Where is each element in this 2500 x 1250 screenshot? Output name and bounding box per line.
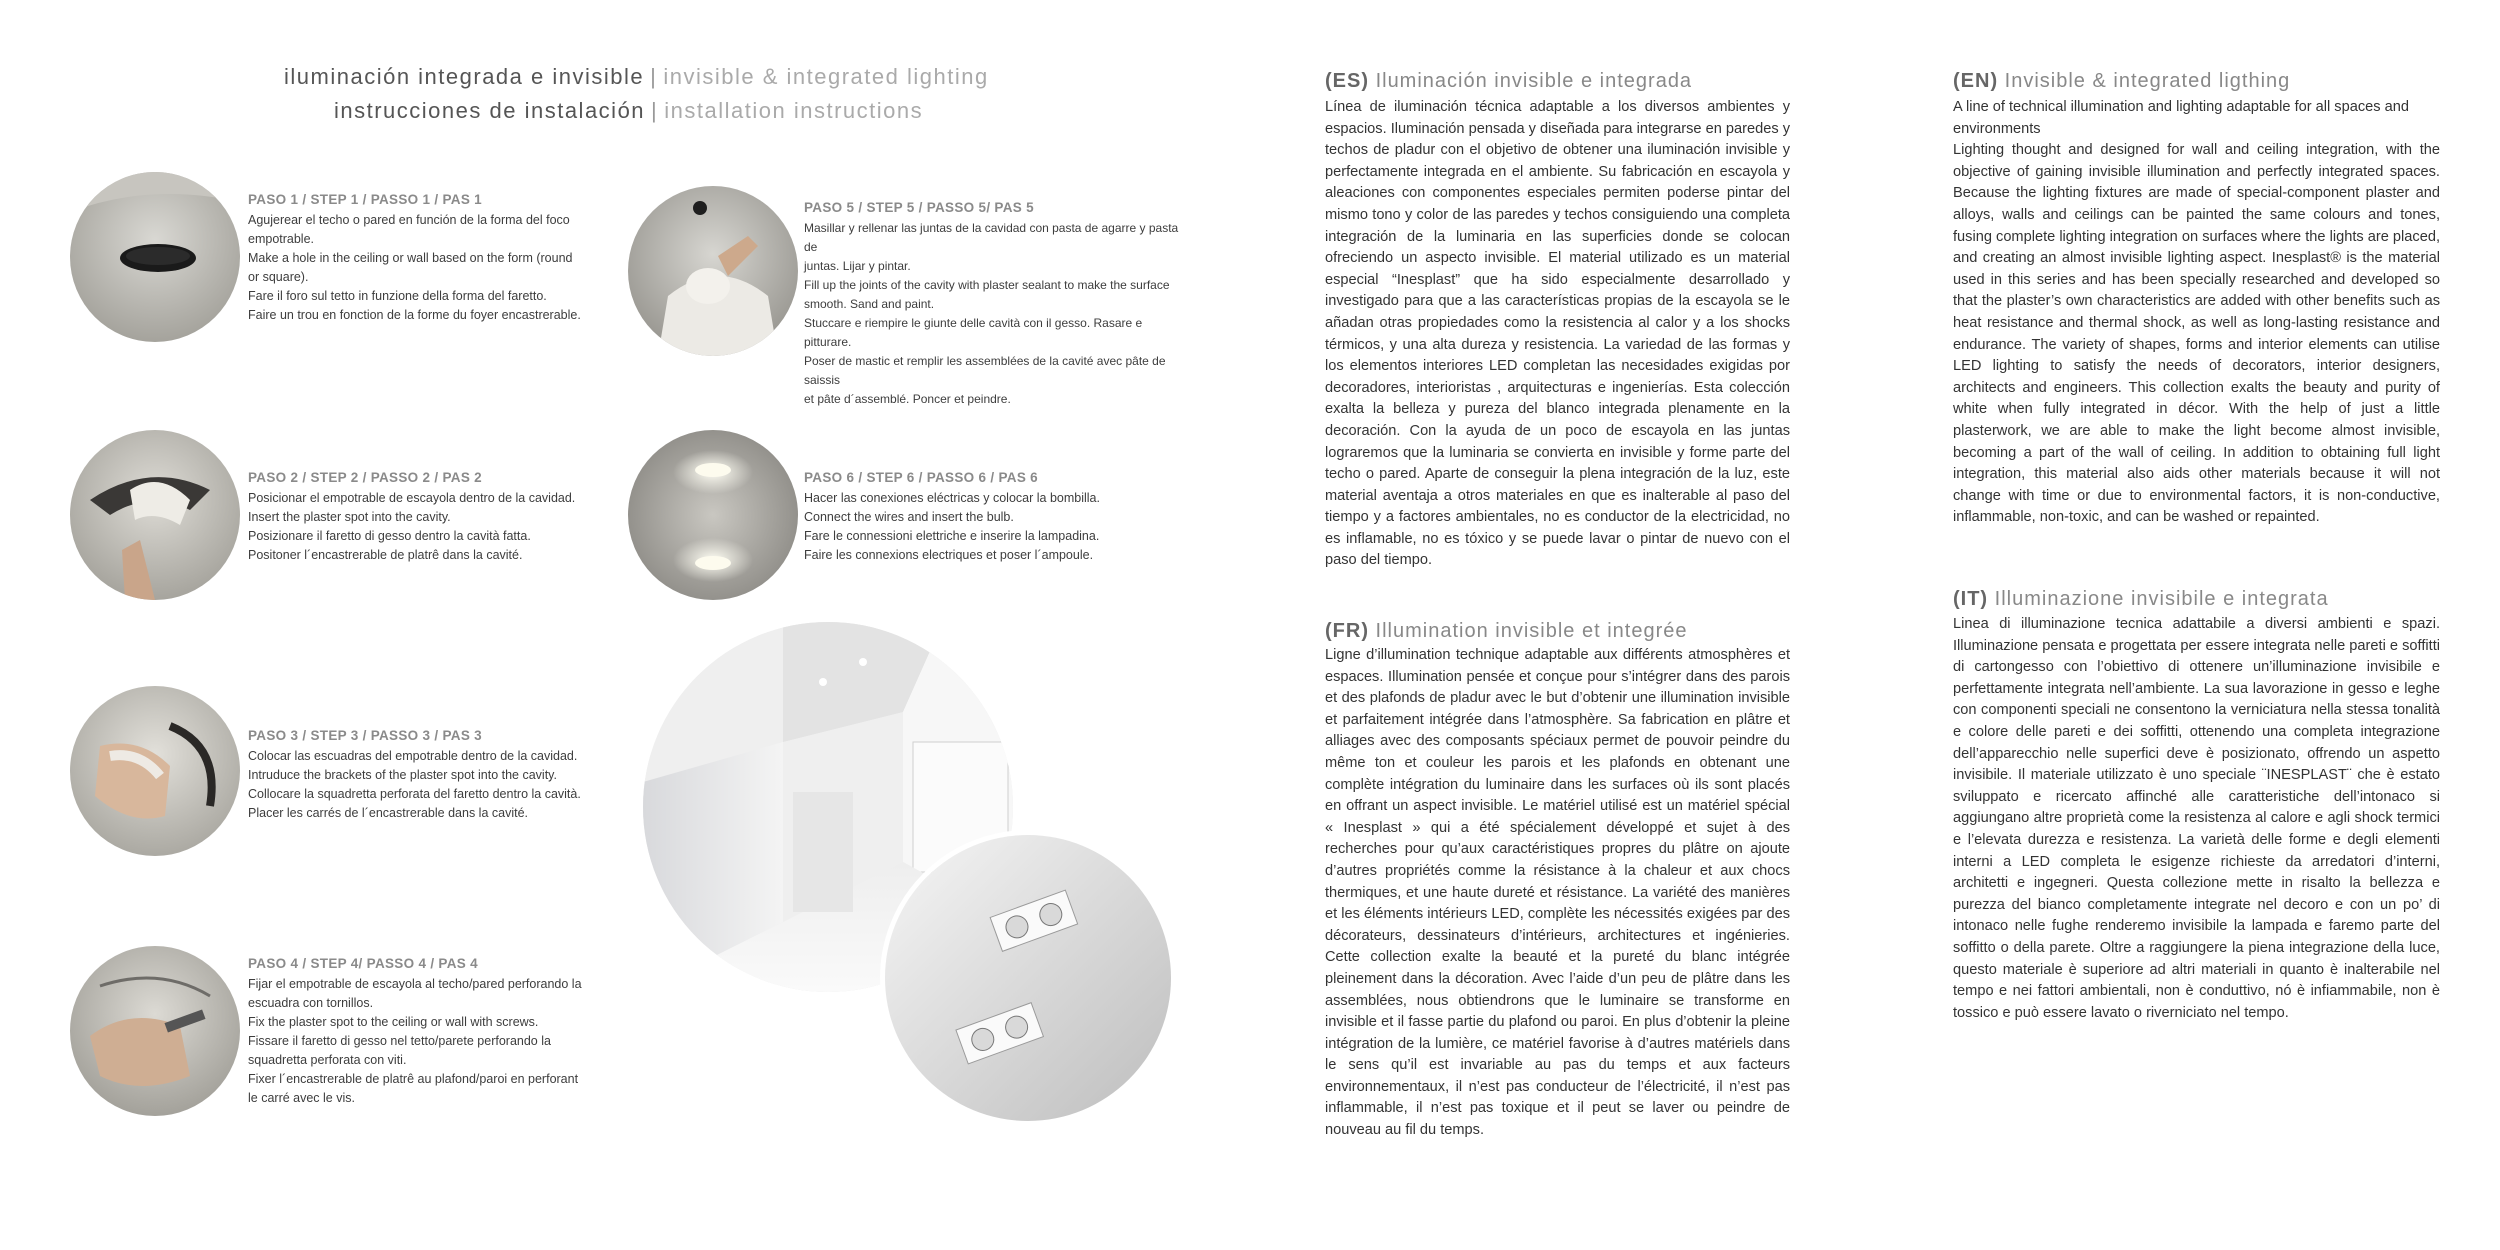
step-line: Connect the wires and insert the bulb. [804,510,1014,524]
step-line: Agujerear el techo o pared en función de la forma del foco [248,213,570,227]
section-en-code: (EN) [1953,70,1999,92]
section-en-heading [1953,70,2290,93]
step-6-title: PASO 6 / STEP 6 / PASSO 6 / PAS 6 [804,470,1038,485]
step-1-text [248,190,608,325]
section-it-text: Linea di illuminazione tecnica adattabile a diversi ambienti e spazi. Illuminazione pensata e progettata per essere integrata nelle pareti e soffitti di cartongesso con l’obiettivo di ottenere un’illuminazione invisibile e perfettamente integrata nell’ambiente. La sua lavorazione in gesso e leghe con componenti speciali ne consentono la verniciatura nella stessa tonalità e colore delle pareti e dei soffitti, ottenendo una completa integrazione dell’apparecchio nelle superfici deve è posizionato, offrendo un aspetto invisibile. Il materiale utilizzato è uno speciale ¨INESPLAST¨ che è estato sviluppato e ricercato affinché alle caratteristiche dell’intonaco si aggiungano altre proprietà come la resistenza al calore e agli shock termici e l’elevata durezza e resistenza. La varietà delle forme e degli elementi interni a LED completa le esigenze richieste da arredatori d’interni, architetti e ingegneri. Questa collezione mette in risalto la bellezza e purezza del bianco completamente integrate nel decoro e con un po’ di intonaco nelle fughe renderemo invisibile la lampada e faremo parte del soffitto o della parete. Oltre a raggiungere la piena integrazione della luce, questo materiale è superiore ad altri materiali in quanto è inalterabile nel tempo e nei fattori ambientali, non è conduttivo, nó è infiammabile, non è tossico e può essere lavato o riverniciato nel tempo. [1953,616,2440,1021]
step-line: Fare il foro sul tetto in funzione della forma del faretto. [248,289,547,303]
step-line: Fix the plaster spot to the ceiling or wall with screws. [248,1015,539,1029]
section-fr-body [1325,645,1790,1142]
step-line: Faire un trou en fonction de la forme du foyer encastrerable. [248,308,581,322]
header-subtitle-es: instrucciones de instalación [334,98,646,123]
step-line: et pâte d´assemblé. Poncer et peindre. [804,392,1011,406]
step-line: Faire les connexions electriques et poser l´ampoule. [804,548,1094,562]
step-line: Placer les carrés de l´encastrerable dans la cavité. [248,806,528,820]
section-es-body [1325,97,1790,572]
step-line: Intruduce the brackets of the plaster spot into the cavity. [248,768,557,782]
step-line: escuadra con tornillos. [248,996,374,1010]
step-line: or square). [248,270,309,284]
section-en-intro: A line of technical illumination and lighting adaptable for all spaces and environments [1953,99,2409,137]
spotlight-photo [880,830,1176,1126]
step-4-text [248,954,618,1108]
step-line: Fissare il faretto di gesso nel tetto/parete perforando la [248,1034,551,1048]
step-line: Posizionare il faretto di gesso dentro la cavità fatta. [248,529,531,543]
step-line: Masillar y rellenar las juntas de la cavidad con pasta de agarre y pasta de [804,221,1179,254]
step-4-photo [70,946,240,1116]
step-line: Positoner l´encastrerable de platrê dans la cavité. [248,548,523,562]
step-line: squadretta perforata con viti. [248,1053,407,1067]
step-5-title: PASO 5 / STEP 5 / PASSO 5/ PAS 5 [804,200,1034,215]
section-fr-title: Illumination invisible et integrée [1375,620,1688,642]
section-en-body [1953,97,2440,529]
section-it-body [1953,614,2440,1024]
step-line: Insert the plaster spot into the cavity. [248,510,451,524]
section-en-title: Invisible & integrated ligthing [2004,70,2291,92]
header-line-2 [334,98,923,124]
header-subtitle-en: installation instructions [664,98,924,123]
step-3-photo [70,686,240,856]
step-3-title: PASO 3 / STEP 3 / PASSO 3 / PAS 3 [248,728,482,743]
section-es-code: (ES) [1325,70,1369,92]
section-en-text: Lighting thought and designed for wall and ceiling integration, with the objective of gaining invisible illumination and perfectly integrated spaces. Because the lighting fixtures are made of special-component plaster and alloys, walls and ceilings can be painted the same colours and tones, fusing complete lighting integration on surfaces where the lights are placed, and creating an almost invisible lighting aspect. Inesplast® is the material used in this series and has been specially researched and developed so that the plaster’s own characteristics are added with other benefits such as heat resistance and thermal shock, as well as long-lasting resistance and endurance. The variety of shapes, forms and interior elements can utilise LED lighting to satisfy the needs of decorators, interior designers, architects and engineers. This collection exalts the beauty and purity of white when fully integrated in décor. With the help of just a little plasterwork, we are able to make the light become almost invisible, becoming a part of the wall of ceiling. In addition to obtaining full light integration, this material also aids other materials because it will not change with time or due to environmental factors, it is non-conductive, inflammable, non-toxic, and can be washed or repainted. [1953,142,2440,526]
step-line: Hacer las conexiones eléctricas y colocar la bombilla. [804,491,1100,505]
step-line: Poser de mastic et remplir les assemblées de la cavité avec pâte de saissis [804,354,1166,387]
step-5-text [804,198,1184,409]
step-line: empotrable. [248,232,315,246]
step-2-photo [70,430,240,600]
section-es-text: Línea de iluminación técnica adaptable a los diversos ambientes y espacios. Iluminación pensada y diseñada para integrarse en paredes y techos de pladur con el objetivo de obtener una iluminación invisible y perfectamente integrada en el ambiente. Su fabricación en escayola y aleaciones con componentes especiales permiten poderse pintar del mismo tono y color de las paredes y techos consiguiendo una completa integración de la luminaria en las superficies donde se colocan ofreciendo un aspecto invisible. El material utilizado es un material especial “Inesplast” que ha sido especialmente desarrollado y investigado para que a las características propias de la escayola se le añadan otras propiedades como la resistencia al calor y a los shocks térmicos, y una alta dureza y resistencia. La variedad de las formas y los elementos interiores LED completan las necesidades exigidas por decoradores, interioristas , arquitecturas e ingenierías. Esta colección exalta la belleza y pureza del blanco integrada plenamente en la decoración. Con la ayuda de un poco de escayola en las juntas lograremos que la luminaria se convierta en invisible y forme parte del techo o pared. Aparte de conseguir la plena integración de la luz, este material aventaja a otros materiales en que es inalterable al paso del tiempo y a factores ambientales, no es conductor de la electricidad, no es inflamable, no es tóxico y se puede lavar o pintar de nuevo con el paso del tiempo. [1325,99,1790,569]
header-separator: | [650,64,658,89]
step-line: Fijar el empotrable de escayola al techo/pared perforando la [248,977,582,991]
section-fr-heading [1325,620,1687,643]
header-title-en: invisible & integrated lighting [663,64,989,89]
step-1-photo [70,172,240,342]
step-3-text [248,726,608,823]
header-line-1 [284,64,989,90]
section-fr-code: (FR) [1325,620,1369,642]
step-line: smooth. Sand and paint. [804,297,935,311]
section-it-heading [1953,588,2329,611]
step-line: Colocar las escuadras del empotrable dentro de la cavidad. [248,749,578,763]
step-line: le carré avec le vis. [248,1091,355,1105]
step-6-photo [628,430,798,600]
section-it-code: (IT) [1953,588,1989,610]
step-line: Make a hole in the ceiling or wall based on the form (round [248,251,573,265]
step-line: Collocare la squadretta perforata del faretto dentro la cavità. [248,787,581,801]
step-5-photo [628,186,798,356]
section-it-title: Illuminazione invisibile e integrata [1994,588,2329,610]
step-4-title: PASO 4 / STEP 4/ PASSO 4 / PAS 4 [248,956,478,971]
step-line: juntas. Lijar y pintar. [804,259,911,273]
section-fr-text: Ligne d’illumination technique adaptable aux différents atmosphères et espaces. Illumination pensée et conçue pour s’intégrer dans des parois et des plafonds de pladur avec le but d’obtenir une illumination invisible et parfaitement intégrée dans l’atmosphère. Sa fabrication en plâtre et alliages avec des composants spéciaux permet de pouvoir peindre du même ton et couleur les parois et les plafonds en obtenant une complète intégration du luminaire dans les surfaces où ils sont placés en offrant un aspect invisible. Le matériel utilisé est un matériel spécial « Inesplast » qui a été spécialement développé et sujet à des recherches pour qu’aux caractéristiques propres du plâtre on ajoute d’autres propriétés comme la résistance à la chaleur et aux chocs thermiques, et une haute dureté et résistance. La variété des manières et les éléments intérieurs LED, complète les nécessités exigées par des décorateurs, dessinateurs d’intérieurs, architectures et ingénieries. Cette collection exalte la beauté et la pureté du blanc intégrée pleinement dans la décoration. Avec l’aide d’un peu de plâtre dans les assemblées, nous obtiendrons que le luminaire se transforme en invisible et il fasse partie du plafond ou paroi. En plus d’obtenir la pleine intégration de la lumière, ce matériel favorise à d’autres matériels dans le sens qu’il est invariable au pas du temps et aux facteurs environnementaux, il n’est pas conducteur de l’électricité, il n’est pas inflammable, il n’est pas toxique et il peut se laver ou peindre de nouveau au fil du temps. [1325,647,1790,1139]
header-separator: | [651,98,659,123]
step-line: Posicionar el empotrable de escayola dentro de la cavidad. [248,491,576,505]
step-line: Fare le connessioni elettriche e inserire la lampadina. [804,529,1100,543]
header-title-es: iluminación integrada e invisible [284,64,645,89]
step-6-text [804,468,1164,565]
step-line: Fixer l´encastrerable de platrê au plafond/paroi en perforant [248,1072,579,1086]
step-1-title: PASO 1 / STEP 1 / PASSO 1 / PAS 1 [248,192,482,207]
step-2-text [248,468,608,565]
step-line: Fill up the joints of the cavity with plaster sealant to make the surface [804,278,1170,292]
step-2-title: PASO 2 / STEP 2 / PASSO 2 / PAS 2 [248,470,482,485]
section-es-title: Iluminación invisible e integrada [1375,70,1693,92]
section-es-heading [1325,70,1692,93]
step-line: Stuccare e riempire le giunte delle cavità con il gesso. Rasare e pitturare. [804,316,1143,349]
